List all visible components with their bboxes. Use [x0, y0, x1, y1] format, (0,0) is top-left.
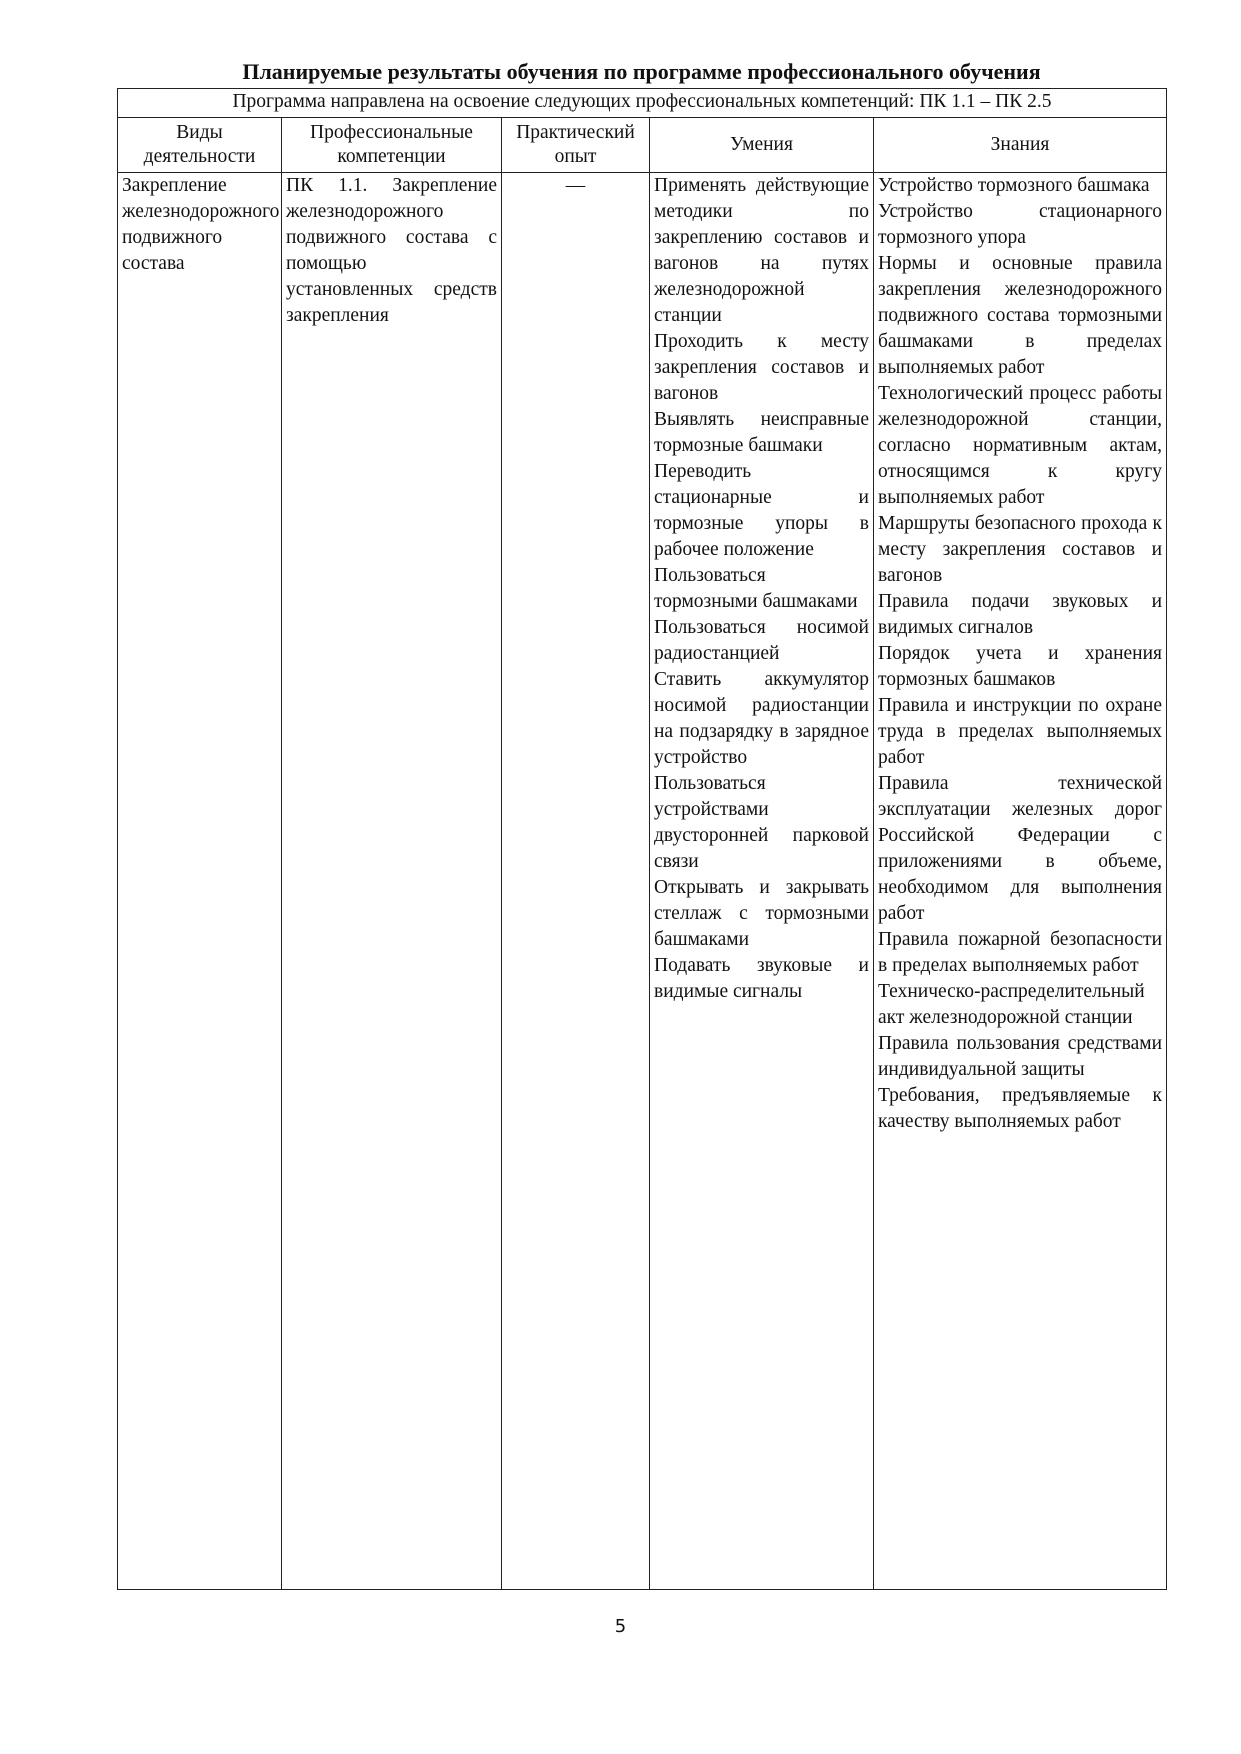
knowledge-item: Маршруты безопасного прохода к месту закрепления составов и вагонов: [878, 513, 1163, 586]
page-title: Планируемые результаты обучения по программе профессионального обучения: [242, 59, 1041, 84]
competence-cell: ПК 1.1. Закрепление железнодорожного подвижного состава с помощью установленных средств закрепления: [282, 173, 502, 1590]
table-header-row: [118, 118, 1167, 173]
skill-item: Применять действующие методики по закреплению составов и вагонов на путях железнодорожной станции: [654, 175, 869, 326]
skill-item: Открывать и закрывать стеллаж с тормозными башмаками: [654, 877, 869, 950]
skill-item: Пользоваться устройствами двусторонней парковой связи: [654, 773, 869, 872]
skill-item: Подавать звуковые и видимые сигналы: [654, 955, 869, 1002]
knowledge-item: Правила технической эксплуатации железных дорог Российской Федерации с приложениями в объеме, необходимом для выполнения работ: [878, 773, 1163, 924]
header-skills: Умения: [650, 118, 874, 173]
results-table: [117, 88, 1167, 1590]
table-row: [118, 173, 1167, 1590]
activity-cell: Закрепление железнодорожного подвижного состава: [118, 173, 282, 1590]
knowledge-item: Нормы и основные правила закрепления железнодорожного подвижного состава тормозными башмаками в пределах выполняемых работ: [878, 253, 1163, 378]
knowledge-item: Правила подачи звуковых и видимых сигналов: [878, 591, 1163, 638]
knowledge-item: Устройство стационарного тормозного упора: [878, 201, 1163, 248]
knowledge-cell: [874, 173, 1167, 1590]
knowledge-item: Технологический процесс работы железнодорожной станции, согласно нормативным актам, относящимся к кругу выполняемых работ: [878, 383, 1163, 508]
table-intro: Программа направлена на освоение следующих профессиональных компетенций: ПК 1.1 – ПК 2.5: [118, 89, 1167, 118]
page-number: 5: [614, 1616, 627, 1637]
knowledge-item: Техническо-распределительный акт железнодорожной станции: [878, 981, 1145, 1028]
skill-item: Ставить аккумулятор носимой радиостанции на подзарядку в зарядное устройство: [654, 669, 869, 768]
skill-item: Переводить стационарные и тормозные упоры в рабочее положение: [654, 461, 869, 560]
knowledge-item: Правила пользования средствами индивидуальной защиты: [878, 1033, 1163, 1080]
experience-cell: —: [502, 173, 650, 1590]
knowledge-item: Правила и инструкции по охране труда в пределах выполняемых работ: [878, 695, 1163, 768]
skill-item: Проходить к месту закрепления составов и вагонов: [654, 331, 869, 404]
header-experience: Практический опыт: [502, 118, 650, 173]
knowledge-item: Правила пожарной безопасности в пределах выполняемых работ: [878, 929, 1163, 976]
skill-item: Пользоваться тормозными башмаками: [654, 565, 858, 612]
knowledge-item: Порядок учета и хранения тормозных башмаков: [878, 643, 1163, 690]
header-knowledge: Знания: [874, 118, 1167, 173]
skill-item: Пользоваться носимой радиостанцией: [654, 617, 869, 664]
header-competence: Профессиональные компетенции: [282, 118, 502, 173]
skill-item: Выявлять неисправные тормозные башмаки: [654, 409, 869, 456]
skills-cell: [650, 173, 874, 1590]
header-activity: Виды деятельности: [118, 118, 282, 173]
knowledge-item: Требования, предъявляемые к качеству выполняемых работ: [878, 1085, 1163, 1132]
knowledge-item: Устройство тормозного башмака: [878, 175, 1150, 196]
